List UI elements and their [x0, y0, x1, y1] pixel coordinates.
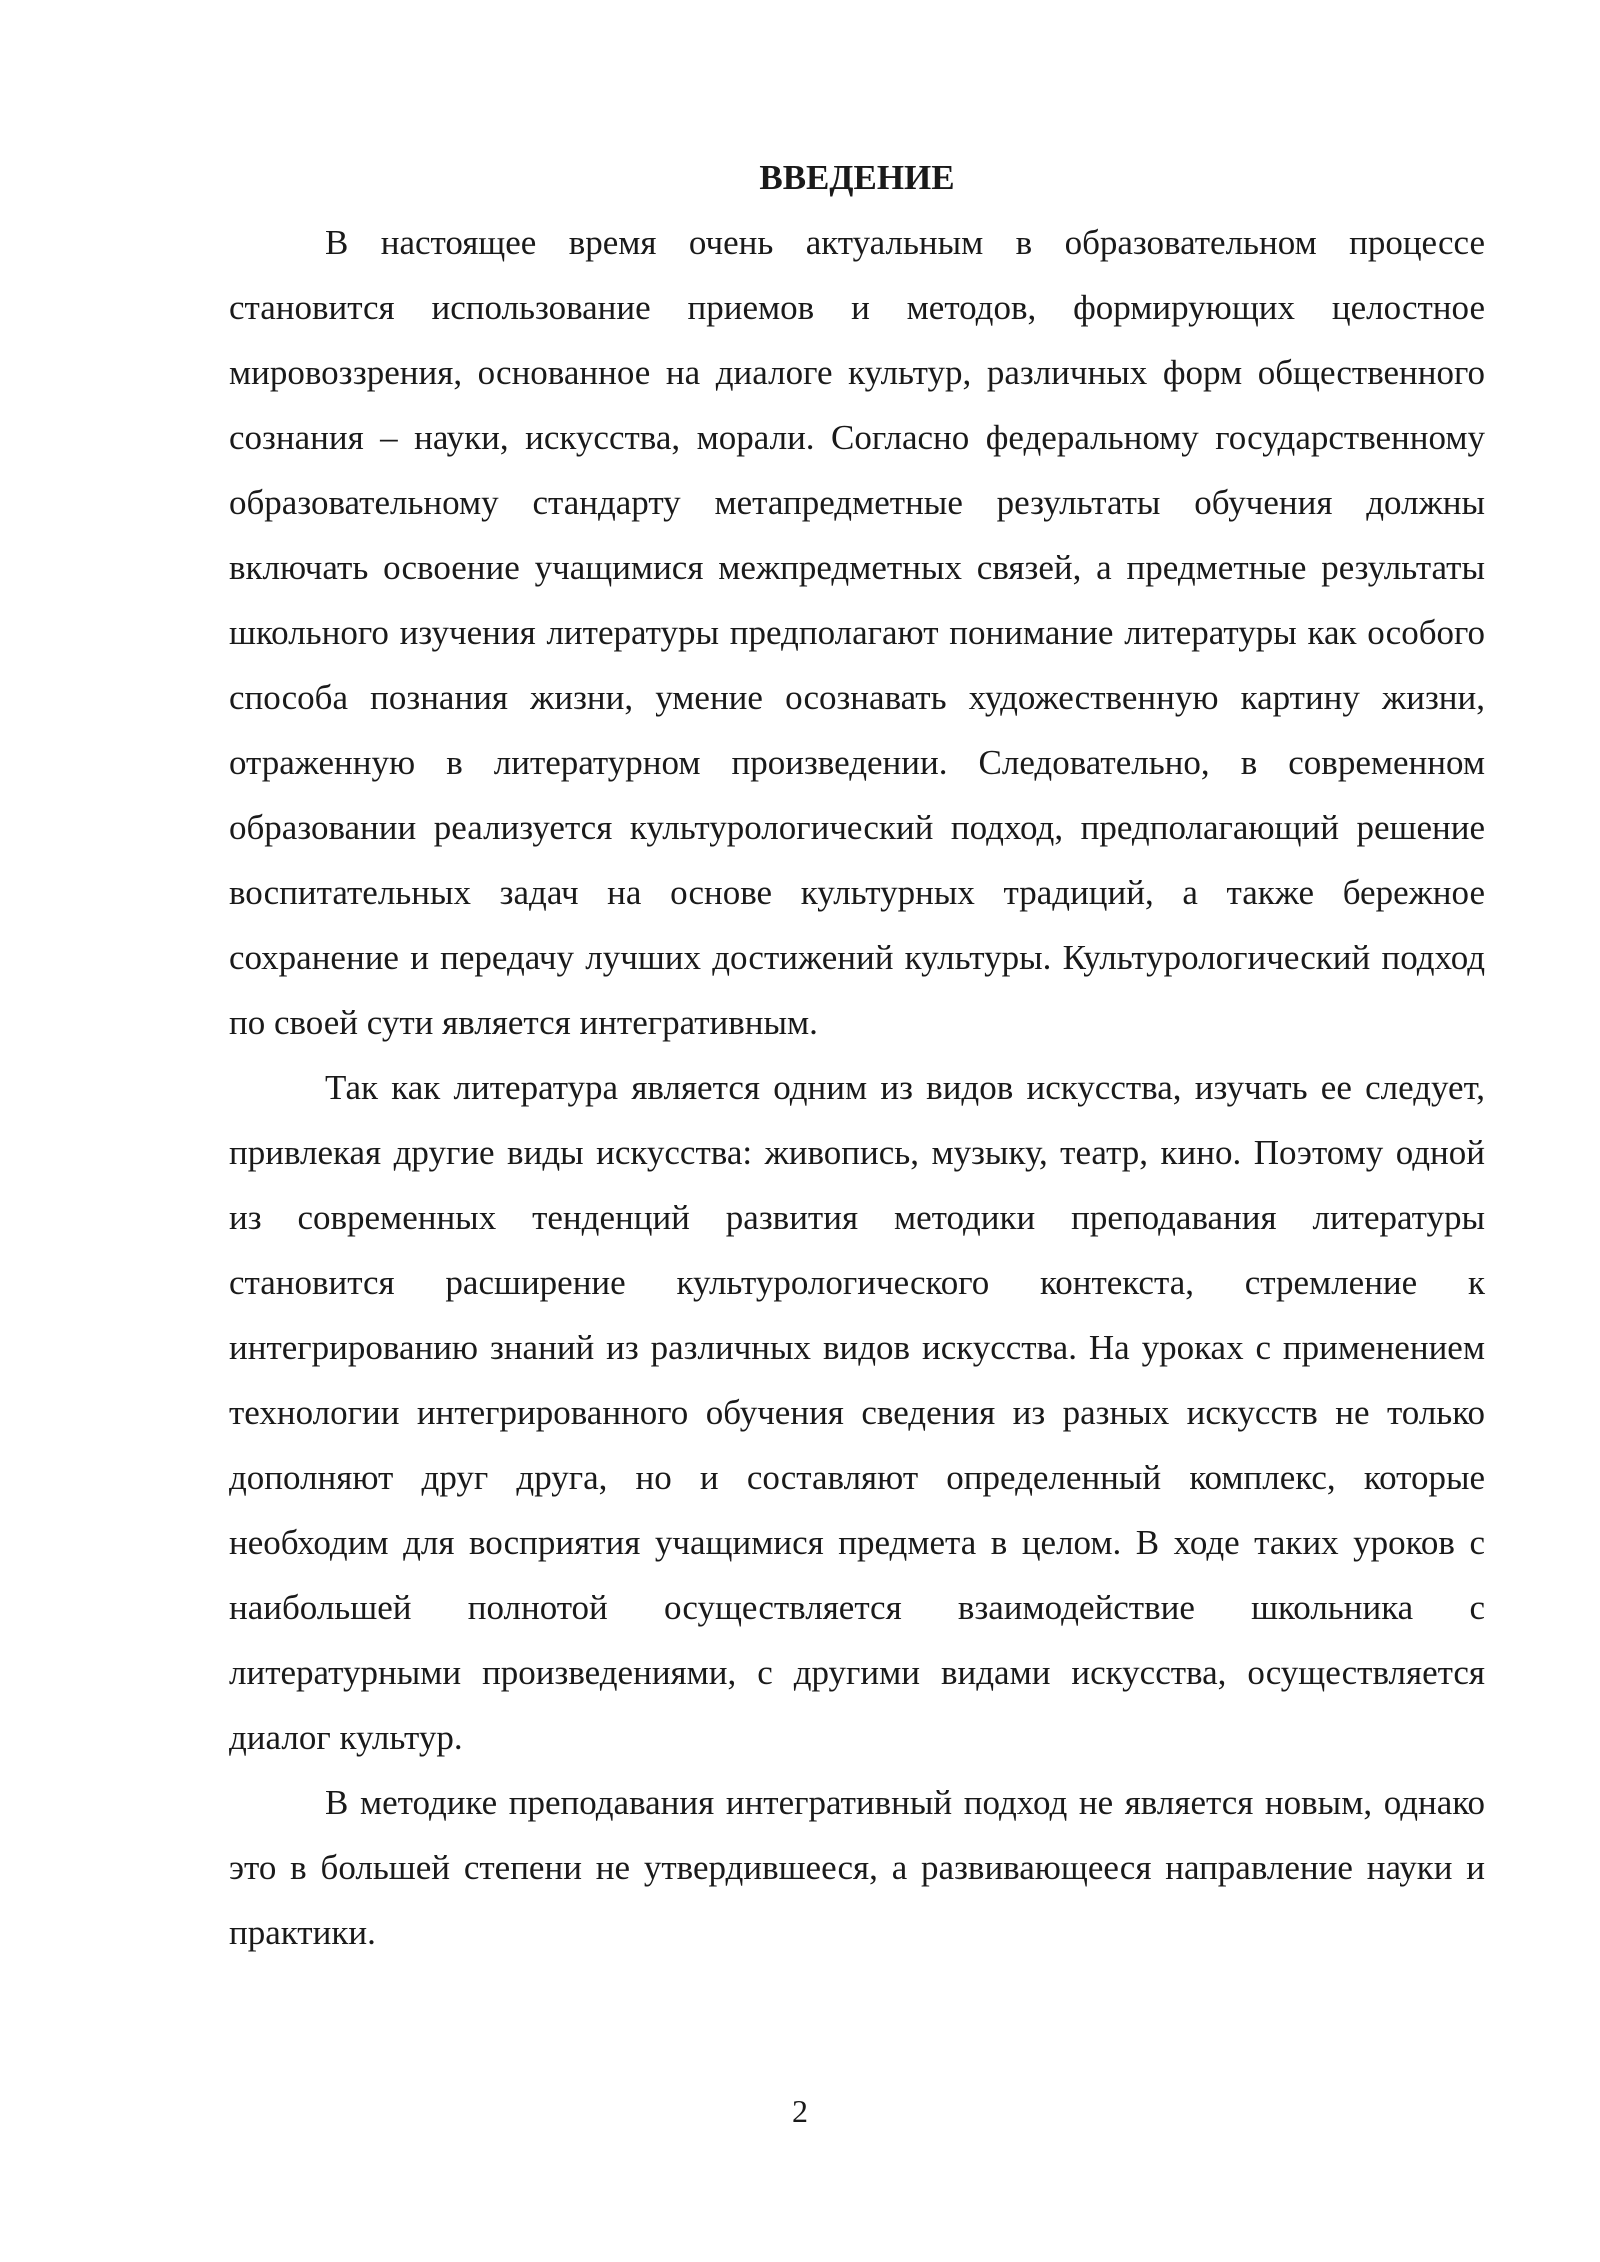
paragraph-1: В настоящее время очень актуальным в образовательном процессе становится использование приемов и методов, формирующих целостное мировоззрения, основанное на диалоге культур, различных форм общественного сознания – науки, искусства, морали. Согласно федеральному государственному образовательному стандарту метапредметные результаты обучения должны включать освоение учащимися межпредметных связей, а предметные результаты школьного изучения литературы предполагают понимание литературы как особого способа познания жизни, умение осознавать художественную картину жизни, отраженную в литературном произведении. Следовательно, в современном образовании реализуется культурологический подход, предполагающий решение воспитательных задач на основе культурных традиций, а также бережное сохранение и передачу лучших достижений культуры. Культурологический подход по своей сути является интегративным.: [229, 223, 1485, 1042]
page-title: ВВЕДЕНИЕ: [759, 158, 955, 197]
page-number: 2: [792, 2093, 808, 2129]
paragraph-2: Так как литература является одним из видов искусства, изучать ее следует, привлекая другие виды искусства: живопись, музыку, театр, кино. Поэтому одной из современных тенденций развития методики преподавания литературы становится расширение культурологического контекста, стремление к интегрированию знаний из различных видов искусства. На уроках с применением технологии интегрированного обучения сведения из разных искусств не только дополняют друг друга, но и составляют определенный комплекс, которые необходим для восприятия учащимися предмета в целом. В ходе таких уроков с наибольшей полнотой осуществляется взаимодействие школьника с литературными произведениями, с другими видами искусства, осуществляется диалог культур.: [229, 1068, 1485, 1757]
document-body: [229, 145, 1485, 1965]
paragraph-3: В методике преподавания интегративный подход не является новым, однако это в большей степени не утвердившееся, а развивающееся направление науки и практики.: [229, 1783, 1485, 1952]
